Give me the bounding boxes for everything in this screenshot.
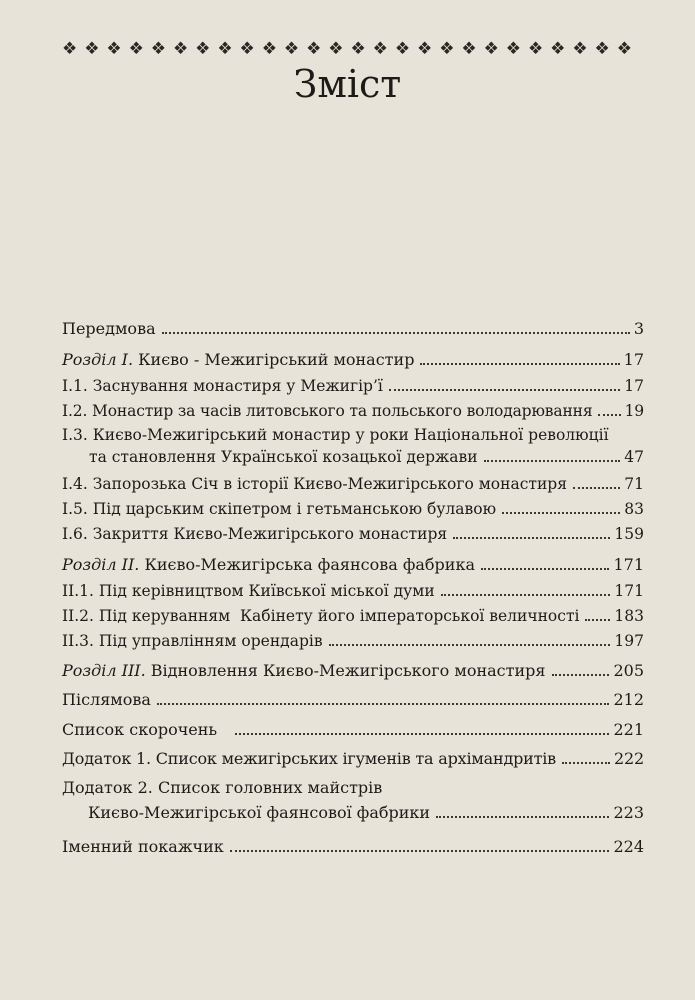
toc-entry-page: 17 bbox=[623, 350, 644, 369]
toc-entry-title: Києво - Межигірський монастир bbox=[133, 350, 415, 369]
ornament-icon: ❖ bbox=[106, 39, 122, 59]
toc-entry-title: Києво-Межигірської фаянсової фабрики bbox=[88, 803, 431, 822]
toc-entry-page: 71 bbox=[624, 475, 644, 493]
toc-entry-title: ІІ.1. Під керівництвом Київської міської думи bbox=[62, 582, 435, 600]
toc-entry-page: 47 bbox=[624, 448, 644, 466]
toc-entry-title: Відновлення Києво-Межигірського монастиря bbox=[145, 661, 546, 680]
toc-entry-title: І.5. Під царським скіпетром і гетьманською булавою bbox=[62, 500, 497, 518]
toc-entry-1-4 bbox=[62, 473, 644, 495]
dot-leader bbox=[453, 537, 610, 539]
toc-entry-title: Передмова bbox=[62, 319, 156, 338]
toc-entry-title: І.2. Монастир за часів литовського та польського володарювання bbox=[62, 402, 593, 420]
dot-leader bbox=[502, 512, 620, 514]
toc-entry-page: 222 bbox=[614, 749, 644, 768]
toc-entry-page: 19 bbox=[624, 402, 644, 420]
toc-entry-page: 224 bbox=[613, 837, 644, 856]
ornament-icon: ❖ bbox=[350, 39, 366, 59]
chapter-label: Розділ ІІ. bbox=[62, 555, 140, 574]
dot-leader bbox=[481, 568, 609, 570]
toc-entry-page: 159 bbox=[614, 525, 644, 543]
toc-entry-title: ІІ.2. Під керуванням Кабінету його імператорської величності bbox=[62, 607, 580, 625]
dot-leader bbox=[441, 594, 611, 596]
top-ornament-band bbox=[62, 38, 632, 60]
ornament-icon: ❖ bbox=[372, 39, 388, 59]
toc-entry-title: І.1. Заснування монастиря у Межигір’ї bbox=[62, 377, 383, 395]
dot-leader bbox=[573, 487, 620, 489]
toc-entry-title: Іменний покажчик bbox=[62, 837, 224, 856]
page-title: Зміст bbox=[293, 62, 402, 106]
toc-entry-title: Додаток 1. Список межигірських ігуменів та архімандритів bbox=[62, 749, 556, 768]
ornament-icon: ❖ bbox=[439, 39, 455, 59]
toc-entry-page: 223 bbox=[613, 803, 644, 822]
ornament-icon: ❖ bbox=[261, 39, 277, 59]
ornament-icon: ❖ bbox=[128, 39, 144, 59]
toc-entry-page: 212 bbox=[613, 690, 644, 709]
toc-entry-chapter-1 bbox=[62, 349, 644, 371]
toc-entry-chapter-3 bbox=[62, 660, 644, 682]
toc-entry-title: Києво-Межигірська фаянсова фабрика bbox=[139, 555, 475, 574]
toc-entry-chapter-2 bbox=[62, 554, 644, 576]
ornament-icon: ❖ bbox=[84, 39, 100, 59]
ornament-icon: ❖ bbox=[417, 39, 433, 59]
dot-leader bbox=[552, 674, 610, 676]
toc-entry-1-2 bbox=[62, 400, 644, 422]
toc-entry-page: 171 bbox=[614, 582, 644, 600]
ornament-icon: ❖ bbox=[483, 39, 499, 59]
toc-entry-title: ІІ.3. Під управлінням орендарів bbox=[62, 632, 323, 650]
toc-entry-title: І.4. Запорозька Січ в історії Києво-Межигірського монастиря bbox=[62, 475, 567, 493]
ornament-icon: ❖ bbox=[328, 39, 344, 59]
ornament-icon: ❖ bbox=[62, 39, 78, 59]
ornament-icon: ❖ bbox=[150, 39, 166, 59]
toc-entry-page: 205 bbox=[613, 661, 644, 680]
toc-entry-2-3 bbox=[62, 630, 644, 652]
toc-entry-page: 171 bbox=[613, 555, 644, 574]
ornament-icon: ❖ bbox=[616, 39, 632, 59]
toc-entry-title: І.6. Закриття Києво-Межигірського монастиря bbox=[62, 525, 448, 543]
dot-leader bbox=[436, 816, 609, 818]
dot-leader bbox=[389, 389, 620, 391]
dot-leader bbox=[484, 460, 621, 462]
dot-leader bbox=[230, 850, 610, 852]
ornament-icon: ❖ bbox=[505, 39, 521, 59]
dot-leader bbox=[585, 619, 610, 621]
toc-entry-appendix-2 bbox=[62, 777, 644, 824]
toc-entry-page: 197 bbox=[614, 632, 644, 650]
toc-entry-page: 3 bbox=[633, 319, 644, 338]
toc-entry-1-6 bbox=[62, 523, 644, 545]
toc-entry-page: 183 bbox=[614, 607, 644, 625]
chapter-label: Розділ ІІІ. bbox=[62, 661, 146, 680]
toc-entry-page: 17 bbox=[624, 377, 644, 395]
toc-entry-abbreviations bbox=[62, 719, 644, 741]
toc-entry-title: Післямова bbox=[62, 690, 151, 709]
toc-entry-title-line1: Додаток 2. Список головних майстрів bbox=[62, 778, 383, 797]
dot-leader bbox=[562, 762, 610, 764]
dot-leader bbox=[162, 332, 630, 334]
toc-entry-title-line1: І.3. Києво-Межигірський монастир у роки Національної революції bbox=[62, 426, 609, 444]
ornament-icon: ❖ bbox=[550, 39, 566, 59]
toc-entry-afterword bbox=[62, 689, 644, 711]
toc-entry-title: та становлення Української козацької держави bbox=[89, 448, 478, 466]
toc-entry-name-index bbox=[62, 836, 644, 858]
ornament-icon: ❖ bbox=[394, 39, 411, 59]
toc-entry-title: Список скорочень bbox=[62, 720, 218, 739]
toc-entry-2-1 bbox=[62, 580, 644, 602]
dot-leader bbox=[157, 703, 610, 705]
ornament-icon: ❖ bbox=[306, 39, 322, 59]
toc-entry-2-2 bbox=[62, 605, 644, 627]
toc-entry-1-3 bbox=[62, 424, 644, 468]
toc-entry-appendix-1 bbox=[62, 748, 644, 770]
dot-leader bbox=[598, 414, 620, 416]
ornament-icon: ❖ bbox=[283, 39, 300, 59]
chapter-label: Розділ І. bbox=[62, 350, 134, 369]
ornament-icon: ❖ bbox=[461, 39, 477, 59]
toc-entry-1-5 bbox=[62, 498, 644, 520]
toc-entry-page: 221 bbox=[613, 720, 644, 739]
toc-entry-1-1 bbox=[62, 375, 644, 397]
ornament-icon: ❖ bbox=[572, 39, 588, 59]
toc-entry-foreword bbox=[62, 318, 644, 340]
ornament-icon: ❖ bbox=[217, 39, 233, 59]
ornament-icon: ❖ bbox=[195, 39, 211, 59]
dot-leader bbox=[235, 733, 609, 735]
dot-leader bbox=[420, 363, 619, 365]
ornament-icon: ❖ bbox=[527, 39, 544, 59]
ornament-icon: ❖ bbox=[172, 39, 189, 59]
toc-entry-page: 83 bbox=[624, 500, 644, 518]
ornament-icon: ❖ bbox=[239, 39, 255, 59]
ornament-icon: ❖ bbox=[594, 39, 610, 59]
dot-leader bbox=[329, 644, 611, 646]
